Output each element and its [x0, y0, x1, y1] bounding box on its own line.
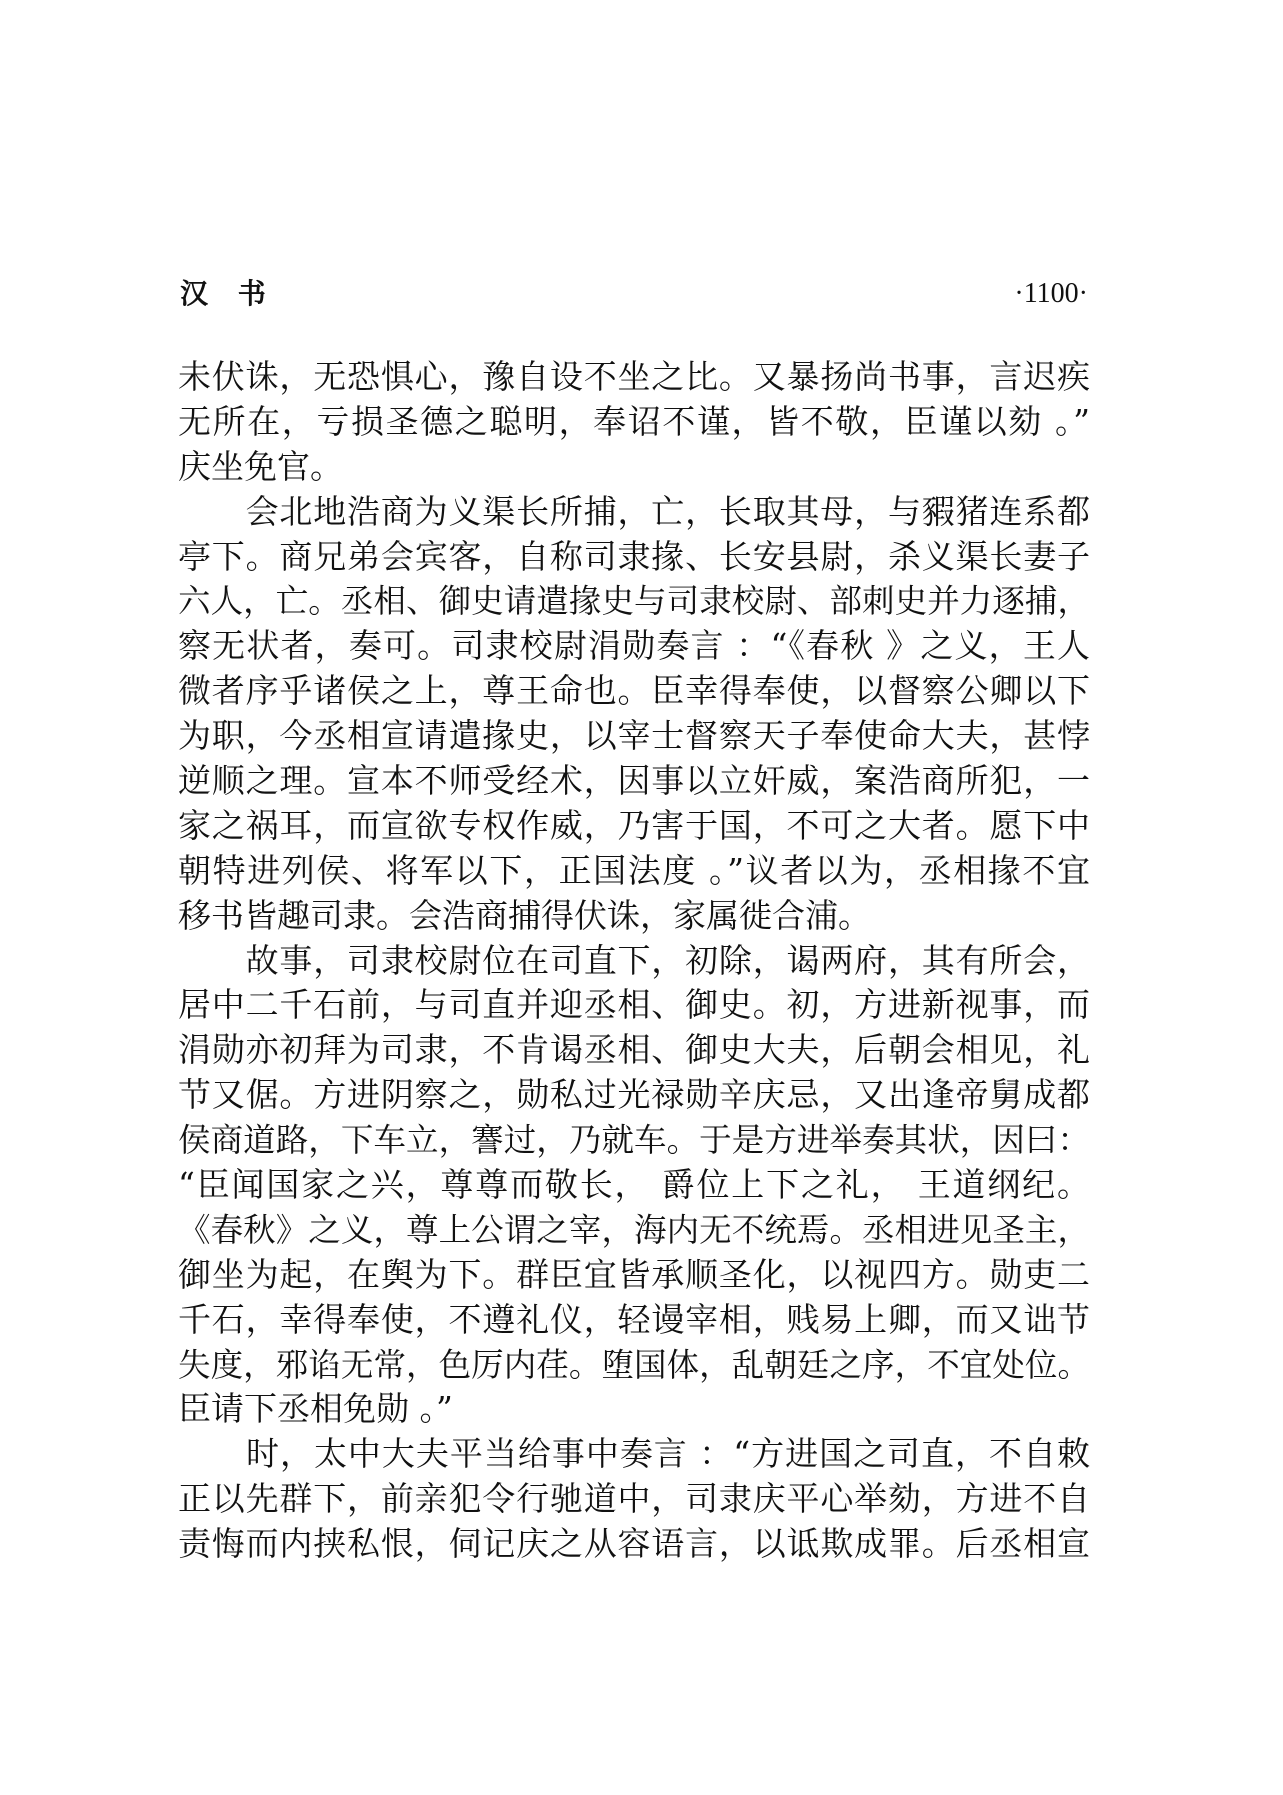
- text-line: 移书皆趣司隶。会浩商捕得伏诛，家属徙合浦。: [178, 895, 871, 935]
- text-line: 千石，幸得奉使，不遵礼仪，轻谩宰相，贱易上卿，而又诎节: [178, 1299, 1090, 1339]
- text-line: 责悔而内挟私恨，伺记庆之从容语言，以诋欺成罪。后丞相宣: [178, 1524, 1090, 1564]
- text-line: 节又倨。方进阴察之，勋私过光禄勋辛庆忌，又出逢帝舅成都: [178, 1075, 1090, 1115]
- text-line: 时，太中大夫平当给事中奏言 ：“方进国之司直，不自敕: [178, 1434, 1090, 1474]
- text-line: 家之祸耳，而宣欲专权作威，乃害于国，不可之大者。愿下中: [178, 805, 1090, 845]
- text-line: 失度，邪谄无常，色厉内荏。堕国体，乱朝廷之序，不宜处位。: [178, 1345, 1090, 1384]
- text-line: 察无状者，奏可。司隶校尉涓勋奏言 ：“《春秋 》之义，王人: [178, 626, 1090, 666]
- text-line: 侯商道路，下车立，謇过，乃就车。于是方进举奏其状，因曰：: [178, 1121, 1090, 1160]
- text-line: 居中二千石前，与司直并迎丞相、御史。初，方进新视事，而: [178, 985, 1090, 1025]
- text-line: 微者序乎诸侯之上，尊王命也。臣幸得奉使，以督察公卿以下: [178, 671, 1090, 711]
- text-line: 正以先群下，前亲犯令行驰道中，司隶庆平心举劾，方进不自: [178, 1479, 1090, 1519]
- text-line: 庆坐免官。: [178, 446, 343, 486]
- text-line: 无所在，亏损圣德之聪明，奉诏不谨，皆不敬，臣谨以劾 。”: [178, 401, 1090, 441]
- book-title: 汉 书: [180, 277, 276, 310]
- text-line: 逆顺之理。宣本不师受经术，因事以立奸威，案浩商所犯，一: [178, 761, 1090, 801]
- text-line: 六人，亡。丞相、御史请遣掾史与司隶校尉、部刺史并力逐捕，: [178, 582, 1090, 621]
- text-line: 为职，今丞相宣请遣掾史，以宰士督察天子奉使命大夫，甚悖: [178, 716, 1090, 756]
- text-line: 朝特进列侯、将军以下，正国法度 。”议者以为，丞相掾不宜: [178, 850, 1090, 890]
- page-header: [178, 270, 1090, 318]
- text-line: 未伏诛，无恐惧心，豫自设不坐之比。又暴扬尚书事，言迟疾: [178, 357, 1090, 396]
- page-number: ·1100·: [1014, 278, 1088, 309]
- text-line: 故事，司隶校尉位在司直下，初除，谒两府，其有所会，: [178, 940, 1090, 980]
- text-line: 会北地浩商为义渠长所捕，亡，长取其母，与豭猪连系都: [178, 491, 1090, 531]
- text-line: 涓勋亦初拜为司隶，不肯谒丞相、御史大夫，后朝会相见，礼: [178, 1030, 1090, 1070]
- text-line: 亭下。商兄弟会宾客，自称司隶掾、长安县尉，杀义渠长妻子: [178, 536, 1090, 576]
- text-line: “臣闻国家之兴，尊尊而敬长， 爵位上下之礼， 王道纲纪。: [178, 1165, 1090, 1205]
- body-text: [178, 355, 1090, 1567]
- text-line: 《春秋》之义，尊上公谓之宰，海内无不统焉。丞相进见圣主，: [178, 1210, 1090, 1249]
- text-line: 御坐为起，在舆为下。群臣宜皆承顺圣化，以视四方。勋吏二: [178, 1254, 1090, 1294]
- text-line: 臣请下丞相免勋 。”: [178, 1389, 453, 1429]
